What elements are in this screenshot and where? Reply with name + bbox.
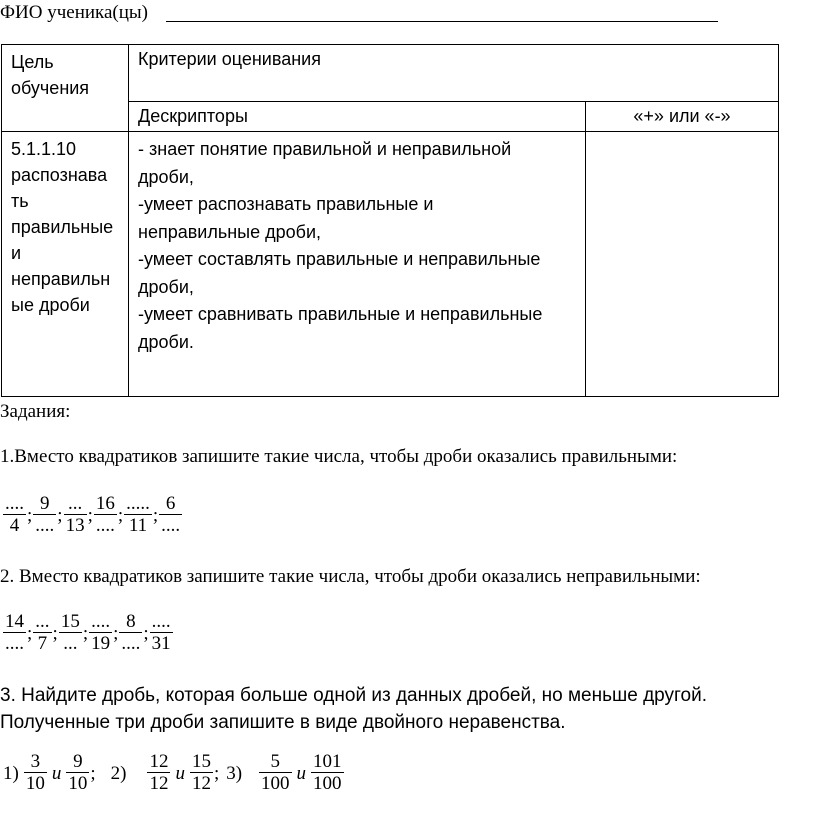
pair-label: 1) (3, 762, 19, 784)
conjunction: и (51, 762, 62, 784)
denominator: .... (95, 515, 115, 536)
fraction[interactable] (3, 494, 26, 537)
denominator: .... (35, 515, 55, 536)
descriptor-line: дроби. (138, 331, 194, 352)
numerator: 16 (95, 493, 115, 514)
conjunction: и (175, 762, 185, 784)
numerator: .... (151, 611, 171, 632)
tasks-heading: Задания: (0, 401, 71, 422)
header-goal (2, 45, 129, 132)
fraction[interactable] (89, 612, 112, 655)
task3-pairs (3, 752, 344, 795)
separator: ; (87, 504, 93, 526)
denominator: 12 (149, 773, 169, 794)
descriptor-line: - знает понятие правильной и неправильной (138, 139, 512, 159)
numerator: 9 (40, 493, 50, 514)
header-criteria-label: Критерии оценивания (138, 49, 321, 69)
header-descriptors (129, 102, 586, 132)
numerator: 8 (126, 611, 136, 632)
denominator: 100 (261, 773, 290, 794)
denominator: .... (5, 633, 24, 654)
descriptor-lines (138, 136, 576, 356)
numerator: ..... (126, 493, 150, 514)
student-name-label: ФИО ученика(цы) (0, 2, 148, 23)
separator: ; (117, 504, 124, 526)
header-criteria (129, 45, 779, 102)
pair-label: 3) (226, 762, 243, 784)
separator: ; (143, 622, 149, 644)
numerator: 9 (73, 751, 83, 772)
numerator: ... (67, 493, 83, 514)
fraction (66, 752, 89, 795)
descriptor-line: дроби, (138, 276, 194, 297)
task2-text: 2. Вместо квадратиков запишите такие числа, чтобы дроби оказались неправильными: (0, 566, 701, 587)
descriptor-line: -умеет составлять правильные и неправильные (138, 249, 541, 269)
denominator: 13 (65, 515, 85, 536)
numerator: 15 (191, 751, 211, 772)
separator: ; (152, 504, 159, 526)
fraction (147, 752, 170, 795)
task1-fractions (3, 494, 182, 537)
denominator: 11 (128, 515, 148, 536)
separator: ; (90, 762, 96, 784)
numerator: ... (35, 611, 50, 632)
denominator: 10 (25, 773, 45, 794)
numerator: .... (91, 611, 111, 632)
goal-line: 5.1.1.10 (11, 139, 77, 159)
separator: ; (113, 622, 119, 644)
descriptor-line: неправильные дроби, (138, 221, 321, 242)
descriptor-line: -умеет распознавать правильные и (138, 194, 434, 214)
numerator: 6 (165, 493, 176, 514)
fraction (24, 752, 47, 795)
descriptors-cell (129, 132, 586, 397)
denominator: .... (121, 633, 141, 654)
goal-lines (11, 136, 119, 318)
task1-text: 1.Вместо квадратиков запишите такие числа, чтобы дроби оказались правильными: (0, 446, 678, 467)
numerator: .... (5, 493, 24, 514)
denominator: 19 (91, 633, 111, 654)
pair-label: 2) (110, 762, 127, 784)
fraction[interactable] (59, 612, 82, 655)
denominator: 100 (313, 773, 342, 794)
fraction[interactable] (3, 612, 26, 655)
header-mark (586, 102, 779, 132)
fraction[interactable] (33, 612, 51, 655)
fraction[interactable] (119, 612, 142, 655)
numerator: 5 (270, 751, 281, 772)
numerator: 3 (30, 751, 41, 772)
denominator: 4 (9, 515, 20, 536)
separator: ; (57, 504, 63, 526)
goal-line: распознава (11, 165, 108, 185)
fraction (311, 752, 344, 795)
conjunction: и (296, 762, 307, 784)
fraction (259, 752, 292, 795)
goal-line: ые дроби (11, 295, 90, 315)
header-goal-label: Цель обучения (11, 52, 90, 98)
fraction[interactable] (94, 494, 117, 537)
fraction[interactable] (33, 494, 56, 537)
goal-line: ть (11, 191, 29, 211)
numerator: 101 (313, 751, 342, 772)
fraction[interactable] (64, 494, 87, 537)
denominator: 7 (37, 633, 48, 654)
student-name-line[interactable] (166, 21, 718, 22)
denominator: 10 (68, 773, 88, 794)
separator: ; (27, 622, 33, 644)
header-descriptors-label: Дескрипторы (138, 106, 248, 126)
task3-line2: Полученные три дроби запишите в виде двойного неравенства. (0, 712, 566, 733)
mark-cell[interactable] (586, 132, 779, 397)
denominator: 12 (191, 773, 211, 794)
denominator: 31 (151, 633, 171, 654)
descriptor-line: -умеет сравнивать правильные и неправильные (138, 304, 543, 324)
task3-line1: 3. Найдите дробь, которая больше одной из данных дробей, но меньше другой. (0, 685, 708, 706)
goal-line: неправильн (11, 269, 111, 289)
goal-line: правильные (11, 217, 114, 237)
separator: ; (82, 622, 89, 644)
denominator: .... (161, 515, 181, 536)
fraction (190, 752, 213, 795)
header-mark-label: «+» или «-» (633, 106, 731, 126)
task2-fractions (3, 612, 173, 655)
criteria-table (1, 44, 779, 397)
goal-line: и (11, 243, 22, 263)
numerator: 15 (60, 611, 80, 632)
fraction[interactable] (124, 494, 152, 537)
goal-cell (2, 132, 129, 397)
separator: ; (52, 622, 58, 644)
fraction[interactable] (150, 612, 173, 655)
fraction[interactable] (159, 494, 182, 537)
numerator: 14 (5, 611, 24, 632)
separator: ; (27, 504, 33, 526)
descriptor-line: дроби, (138, 166, 194, 187)
numerator: 12 (149, 751, 169, 772)
denominator: ... (63, 633, 78, 654)
separator: ; (213, 762, 220, 784)
